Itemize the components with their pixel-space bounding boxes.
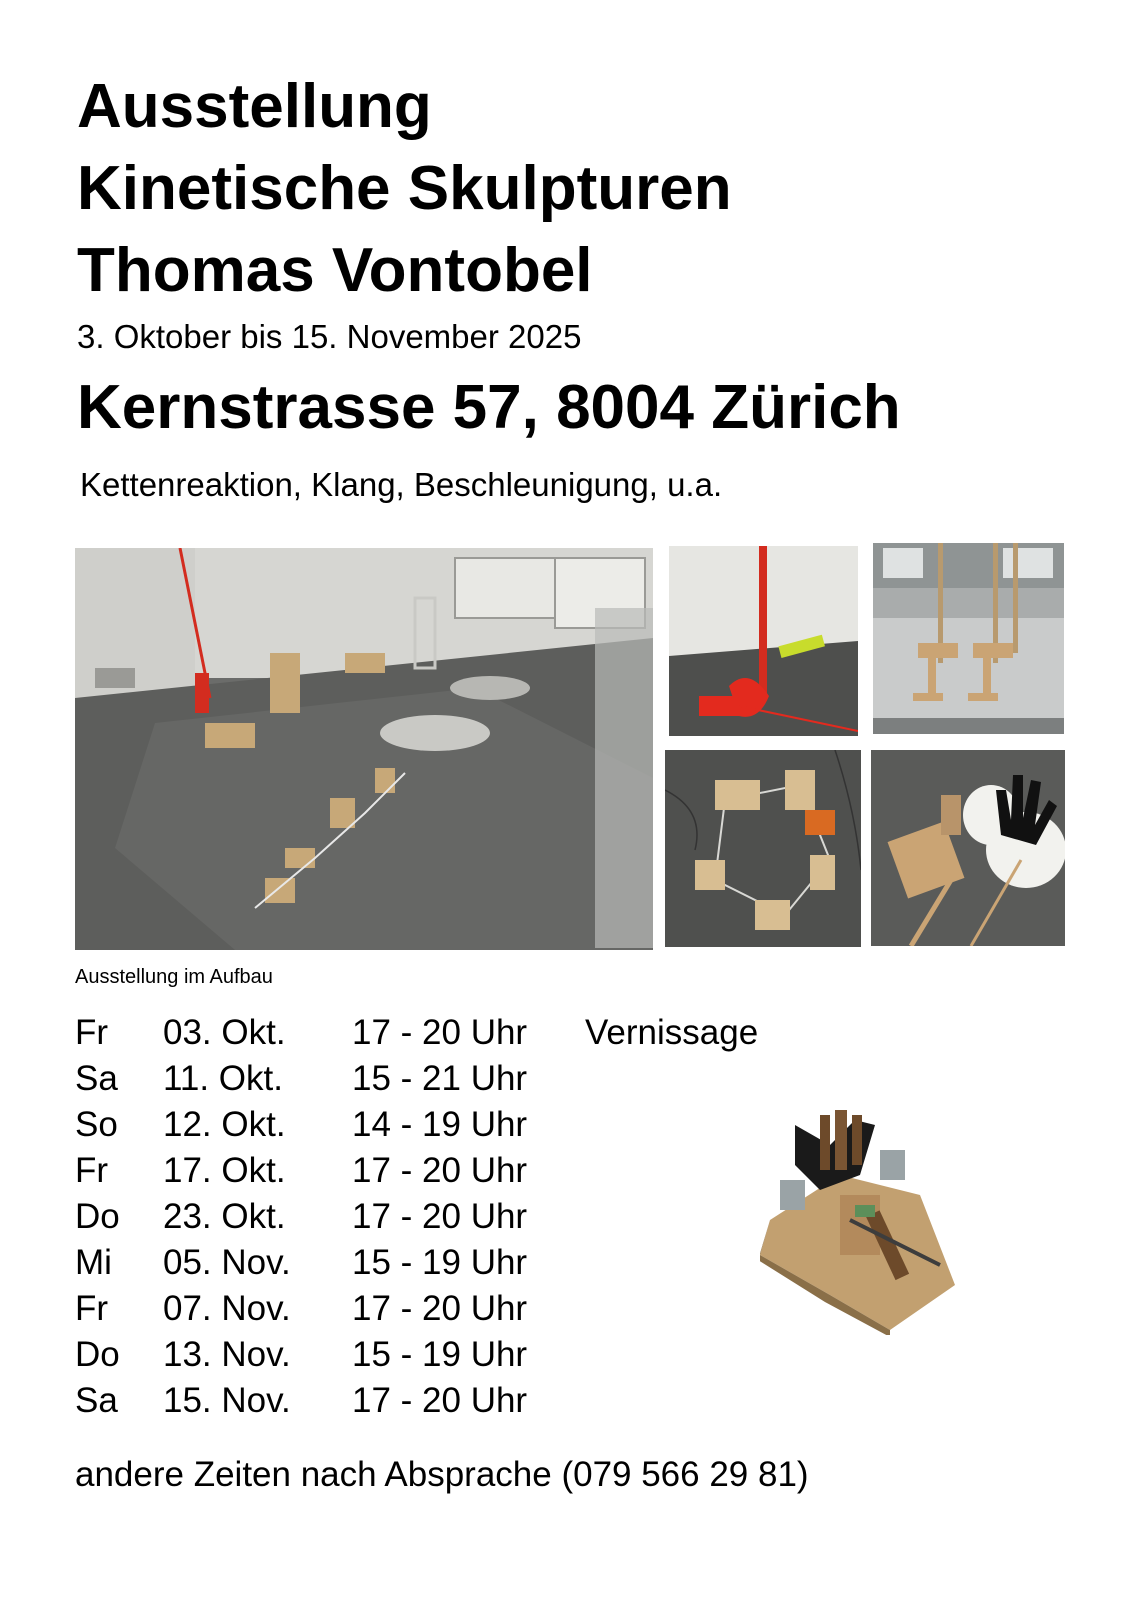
schedule-day: Sa	[75, 1059, 118, 1098]
schedule-date: 12. Okt.	[163, 1105, 286, 1144]
schedule-day: Fr	[75, 1151, 109, 1190]
poster-title	[77, 66, 732, 312]
schedule-date: 11. Okt.	[163, 1059, 283, 1098]
title-line-exhibition: Ausstellung	[77, 72, 432, 141]
photo-hand-sculpture	[871, 750, 1065, 946]
schedule-time: 15 - 19 Uhr	[352, 1335, 528, 1374]
photo-window-sculpture	[873, 543, 1064, 734]
schedule-time: 17 - 20 Uhr	[352, 1151, 528, 1190]
schedule-note: Vernissage	[585, 1013, 759, 1052]
schedule-time: 17 - 20 Uhr	[352, 1013, 528, 1052]
schedule-date: 13. Nov.	[163, 1335, 291, 1374]
schedule-date: 15. Nov.	[163, 1381, 291, 1420]
schedule-day: Fr	[75, 1013, 109, 1052]
schedule-day: Mi	[75, 1243, 112, 1282]
schedule-time: 14 - 19 Uhr	[352, 1105, 528, 1144]
topics-line: Kettenreaktion, Klang, Beschleunigung, u.a.	[80, 466, 723, 503]
schedule-day: Sa	[75, 1381, 118, 1420]
schedule-date: 03. Okt.	[163, 1013, 286, 1052]
exhibition-period: 3. Oktober bis 15. November 2025	[77, 318, 582, 355]
photo-caption: Ausstellung im Aufbau	[75, 966, 273, 988]
schedule-date: 17. Okt.	[163, 1151, 286, 1190]
photo-exhibition-hall	[75, 548, 653, 950]
schedule-day: So	[75, 1105, 118, 1144]
schedule-date: 23. Okt.	[163, 1197, 286, 1236]
sculpture-cutout-image	[760, 1105, 960, 1340]
schedule-time: 15 - 21 Uhr	[352, 1059, 528, 1098]
schedule-time: 17 - 20 Uhr	[352, 1197, 528, 1236]
photo-pentagon-sculpture	[665, 750, 861, 947]
schedule-date: 07. Nov.	[163, 1289, 291, 1328]
schedule-time: 17 - 20 Uhr	[352, 1381, 528, 1420]
title-line-artist: Thomas Vontobel	[77, 236, 593, 305]
venue-address: Kernstrasse 57, 8004 Zürich	[77, 373, 901, 442]
schedule-time: 15 - 19 Uhr	[352, 1243, 528, 1282]
contact-footer: andere Zeiten nach Absprache (079 566 29 81)	[75, 1455, 809, 1494]
schedule-time: 17 - 20 Uhr	[352, 1289, 528, 1328]
schedule-day: Do	[75, 1335, 120, 1374]
schedule-day: Do	[75, 1197, 120, 1236]
schedule-date: 05. Nov.	[163, 1243, 291, 1282]
title-line-subject: Kinetische Skulpturen	[77, 154, 732, 223]
photo-red-sculpture	[669, 546, 858, 736]
schedule-day: Fr	[75, 1289, 109, 1328]
